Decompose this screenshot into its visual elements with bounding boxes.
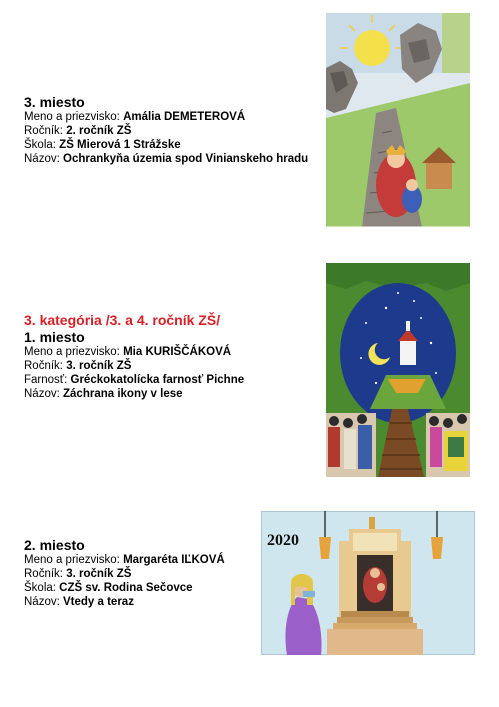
grade-line: Ročník: 3. ročník ZŠ [24,360,132,372]
grade-line: Ročník: 2. ročník ZŠ [24,125,132,137]
place-title: 2. miesto [24,537,85,553]
name-line: Meno a priezvisko: Amália DEMETEROVÁ [24,111,246,123]
place-title: 3. miesto [24,94,85,110]
entry-1 [24,94,308,166]
drawing-night-chapel [326,263,470,477]
drawing-shrine-2020 [261,511,475,655]
title-line: Názov: Záchrana ikony v lese [24,388,183,400]
title-line: Názov: Vtedy a teraz [24,596,134,608]
grade-line: Ročník: 3. ročník ZŠ [24,568,132,580]
category-heading: 3. kategória /3. a 4. ročník ZŠ/ [24,312,221,328]
place-title: 1. miesto [24,329,85,345]
drawing-castle-madonna [326,13,470,227]
title-line: Názov: Ochrankyňa územia spod Vinianskeho hradu [24,153,309,165]
entry-3 [24,537,225,609]
name-line: Meno a priezvisko: Margaréta IĽKOVÁ [24,554,225,566]
name-line: Meno a priezvisko: Mia KURIŠČÁKOVÁ [24,346,232,358]
drawing-year-text: 2020 [267,532,299,549]
parish-line: Farnosť: Gréckokatolícka farnosť Pichne [24,374,245,386]
school-line: Škola: CZŠ sv. Rodina Sečovce [24,582,193,594]
school-line: Škola: ZŠ Mierová 1 Strážske [24,139,181,151]
entry-2 [24,312,244,401]
